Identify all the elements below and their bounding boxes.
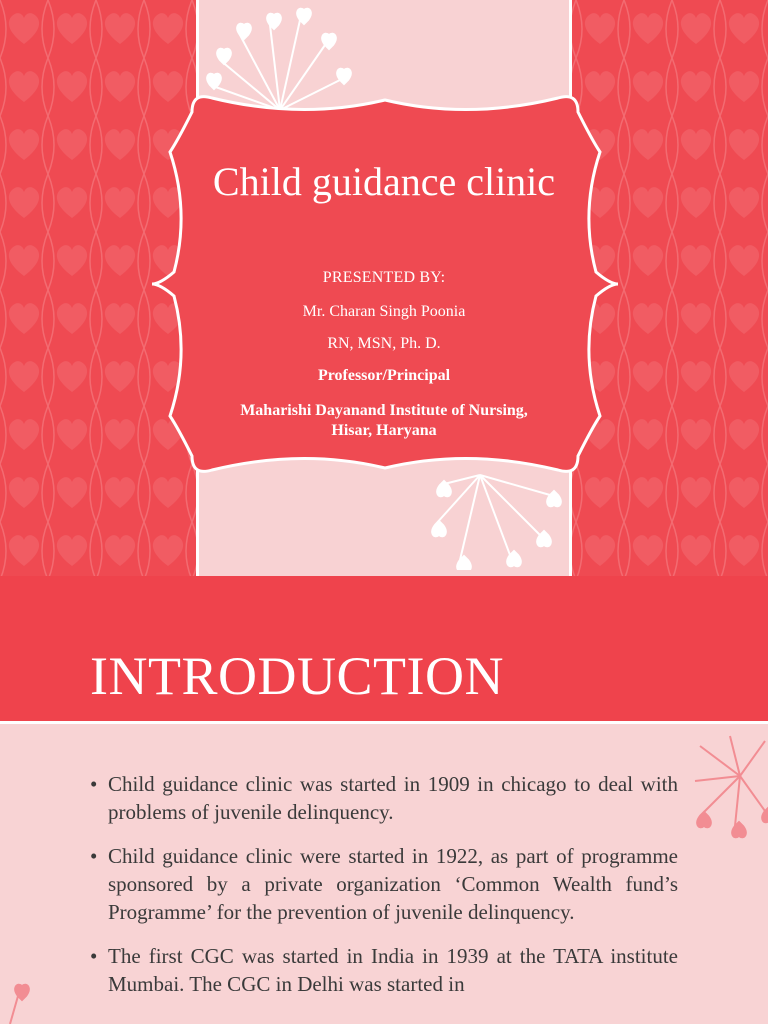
slide-header: [0, 576, 768, 724]
dandelion-flower-icon: [680, 726, 768, 866]
presenter-institute: Maharishi Dayanand Institute of Nursing, Hisar, Haryana: [240, 402, 528, 439]
slide-heading: INTRODUCTION: [90, 646, 504, 706]
slide-title: Child guidance clinic: [212, 159, 556, 204]
bullet-text: The first CGC was started in India in 1939 at the TATA institute Mumbai. The CGC in Delhi was started in: [108, 944, 678, 996]
bullet-text: Child guidance clinic were started in 1922, as part of programme sponsored by a private organization ‘Common Wealth fund’s Programme’ for the prevention of juvenile delinquency.: [108, 844, 678, 924]
bullet-text: Child guidance clinic was started in 1909 in chicago to deal with problems of juvenile delinquency.: [108, 772, 678, 824]
bullet-glyph: •: [90, 772, 98, 796]
presenter-role: Professor/Principal: [317, 367, 451, 384]
presenter-degrees: RN, MSN, Ph. D.: [327, 335, 441, 352]
presenter-name: Mr. Charan Singh Poonia: [302, 303, 466, 320]
introduction-slide: [0, 576, 768, 1024]
list-item: [90, 842, 678, 926]
list-item: [90, 770, 678, 826]
dandelion-flower-icon: [0, 976, 40, 1024]
presented-by-label: PRESENTED BY:: [322, 269, 446, 286]
list-item: [90, 942, 678, 998]
bullet-glyph: •: [90, 944, 98, 968]
bullet-glyph: •: [90, 844, 98, 868]
bullet-list: [90, 770, 678, 1014]
